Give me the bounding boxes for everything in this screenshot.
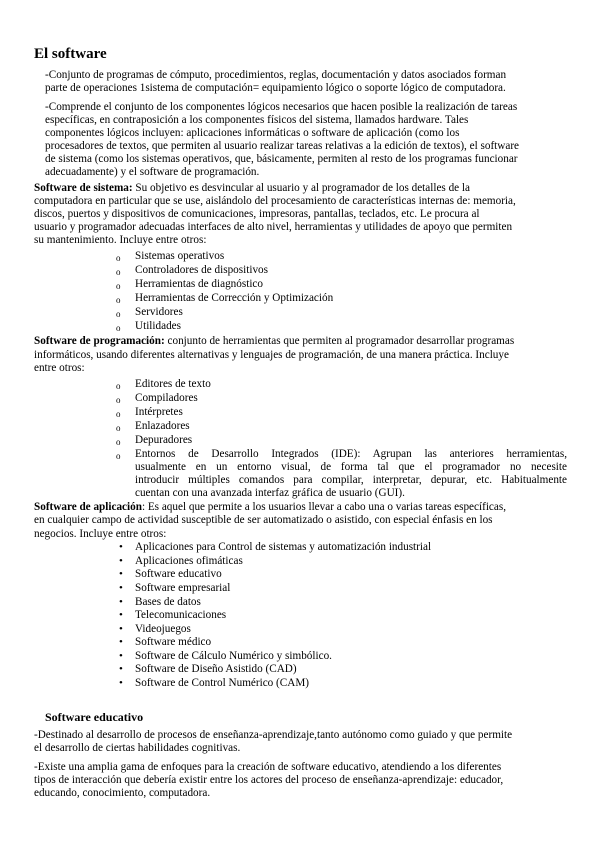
sistema-line: usuario y programador adecuadas interfaces de alto nivel, herramientas y utilidades de apoyo que permiten — [34, 221, 513, 233]
educativo-p2-line: tipos de interacción que debería existir entre los actores del proceso de enseñanza-aprendizaje: educador, — [34, 774, 504, 786]
list-item: Herramientas de Corrección y Optimización — [135, 292, 334, 304]
list-item: Software de Diseño Asistido (CAD) — [135, 663, 297, 675]
educativo-p2-line: -Existe una amplia gama de enfoques para la creación de software educativo, atendiendo a los diferentes — [34, 761, 502, 773]
sistema-first-text: Su objetivo es desvincular al usuario y al programador de los detalles de la — [132, 182, 471, 194]
list-item: Sistemas operativos — [135, 250, 225, 262]
intro-p2-line: -Comprende el conjunto de los componentes lógicos necesarios que hacen posible la realización de tareas — [45, 101, 518, 113]
intro-p2-line: componentes lógicos incluyen: aplicaciones informáticas o software de aplicación (como los — [45, 127, 460, 139]
intro-p1-line: -Conjunto de programas de cómputo, procedimientos, reglas, documentación y datos asociados forman — [45, 69, 507, 81]
aplicacion-line: negocios. Incluye entre otros: — [34, 528, 167, 540]
sistema-line: discos, puertos y dispositivos de comunicaciones, impresoras, pantallas, teclados, etc. Le procura al — [34, 208, 480, 220]
list-item: Software de Cálculo Numérico y simbólico. — [135, 650, 332, 662]
intro-p2-line: de sistema (como los sistemas operativos, que, básicamente, permiten al resto de los programas funcionar — [45, 153, 518, 165]
ide-line: introducir múltiples comandos para compilar, interpretar, depurar, etc. Habitualmente — [135, 474, 567, 486]
ide-line: cuentan con una avanzada interfaz gráfica de usuario (GUI). — [135, 487, 405, 499]
hollow-bullet-icon: o — [116, 323, 121, 333]
list-item: Software de Control Numérico (CAM) — [135, 677, 309, 689]
bullet-icon: • — [119, 582, 123, 594]
bullet-icon: • — [119, 568, 123, 580]
hollow-bullet-icon: o — [116, 295, 121, 305]
aplicacion-line: en cualquier campo de actividad susceptible de ser automatizado o asistido, con especial énfasis en los — [34, 514, 493, 526]
programacion-line: informáticos, usando diferentes alternativas y lenguajes de programación, de una manera práctica. Incluye — [34, 349, 509, 361]
aplicacion-first-line — [34, 501, 506, 514]
intro-p1-line: parte de operaciones 1sistema de computación= equipamiento lógico o soporte lógico de computadora. — [45, 82, 506, 94]
bullet-icon: • — [119, 541, 123, 553]
sistema-first-line — [34, 182, 470, 195]
programacion-label: Software de programación: — [34, 335, 165, 347]
intro-p2-line: procesadores de textos, que permiten al usuario realizar tareas relativas a la edición de textos), el software — [45, 140, 520, 152]
sistema-label: Software de sistema: — [34, 182, 133, 194]
list-item: Servidores — [135, 306, 183, 318]
educativo-p1-line: -Destinado al desarrollo de procesos de enseñanza-aprendizaje,tanto autónomo como guiado y que permite — [34, 729, 513, 741]
list-item: Bases de datos — [135, 596, 201, 608]
list-item: Software médico — [135, 636, 212, 648]
hollow-bullet-icon: o — [116, 395, 121, 405]
bullet-icon: • — [119, 596, 123, 608]
list-item: Videojuegos — [135, 623, 191, 635]
page-title: El software — [34, 46, 107, 62]
list-item: Telecomunicaciones — [135, 609, 227, 621]
bullet-icon: • — [119, 650, 123, 662]
hollow-bullet-icon: o — [116, 281, 121, 291]
hollow-bullet-icon: o — [116, 267, 121, 277]
intro-p2-line: adecuadamente) y el software de programación. — [45, 166, 260, 178]
sistema-line: su mantenimiento. Incluye entre otros: — [34, 234, 207, 246]
section-heading: Software educativo — [45, 710, 144, 724]
list-item: Enlazadores — [135, 420, 190, 432]
programacion-first-line — [34, 335, 514, 348]
bullet-icon: • — [119, 663, 123, 675]
list-item: Herramientas de diagnóstico — [135, 278, 263, 290]
aplicacion-label: Software de aplicación — [34, 501, 142, 513]
bullet-icon: • — [119, 677, 123, 689]
educativo-p2-line: educando, conocimiento, computadora. — [34, 787, 211, 799]
hollow-bullet-icon: o — [116, 451, 121, 461]
aplicacion-first-text: : Es aquel que permite a los usuarios llevar a cabo una o varias tareas específicas, — [141, 501, 507, 513]
bullet-icon: • — [119, 609, 123, 621]
list-item: Aplicaciones para Control de sistemas y automatización industrial — [135, 541, 432, 553]
bullet-icon: • — [119, 636, 123, 648]
ide-line: Entornos de Desarrollo Integrados (IDE): Agrupan las anteriores herramientas, — [135, 448, 567, 460]
list-item: Editores de texto — [135, 378, 211, 390]
list-item: Software educativo — [135, 568, 222, 580]
intro-p2-line: específicas, en contraposición a los componentes físicos del sistema, llamados hardware. Tales — [45, 114, 469, 126]
hollow-bullet-icon: o — [116, 309, 121, 319]
list-item: Utilidades — [135, 320, 181, 332]
list-item: Software empresarial — [135, 582, 231, 594]
hollow-bullet-icon: o — [116, 423, 121, 433]
hollow-bullet-icon: o — [116, 381, 121, 391]
hollow-bullet-icon: o — [116, 253, 121, 263]
list-item: Depuradores — [135, 434, 193, 446]
ide-line: usualmente en un entorno visual, de forma tal que el programador no necesite — [135, 461, 567, 473]
educativo-p1-line: el desarrollo de ciertas habilidades cognitivas. — [34, 742, 241, 754]
programacion-line: entre otros: — [34, 362, 85, 374]
bullet-icon: • — [119, 623, 123, 635]
list-item: Aplicaciones ofimáticas — [135, 555, 243, 567]
hollow-bullet-icon: o — [116, 409, 121, 419]
hollow-bullet-icon: o — [116, 437, 121, 447]
bullet-icon: • — [119, 555, 123, 567]
sistema-line: computadora en particular que se use, aislándolo del procesamiento de características internas de: memoria, — [34, 195, 516, 207]
list-item: Controladores de dispositivos — [135, 264, 268, 276]
programacion-first-text: conjunto de herramientas que permiten al programador desarrollar programas — [164, 335, 515, 347]
list-item: Compiladores — [135, 392, 198, 404]
list-item: Intérpretes — [135, 406, 183, 418]
